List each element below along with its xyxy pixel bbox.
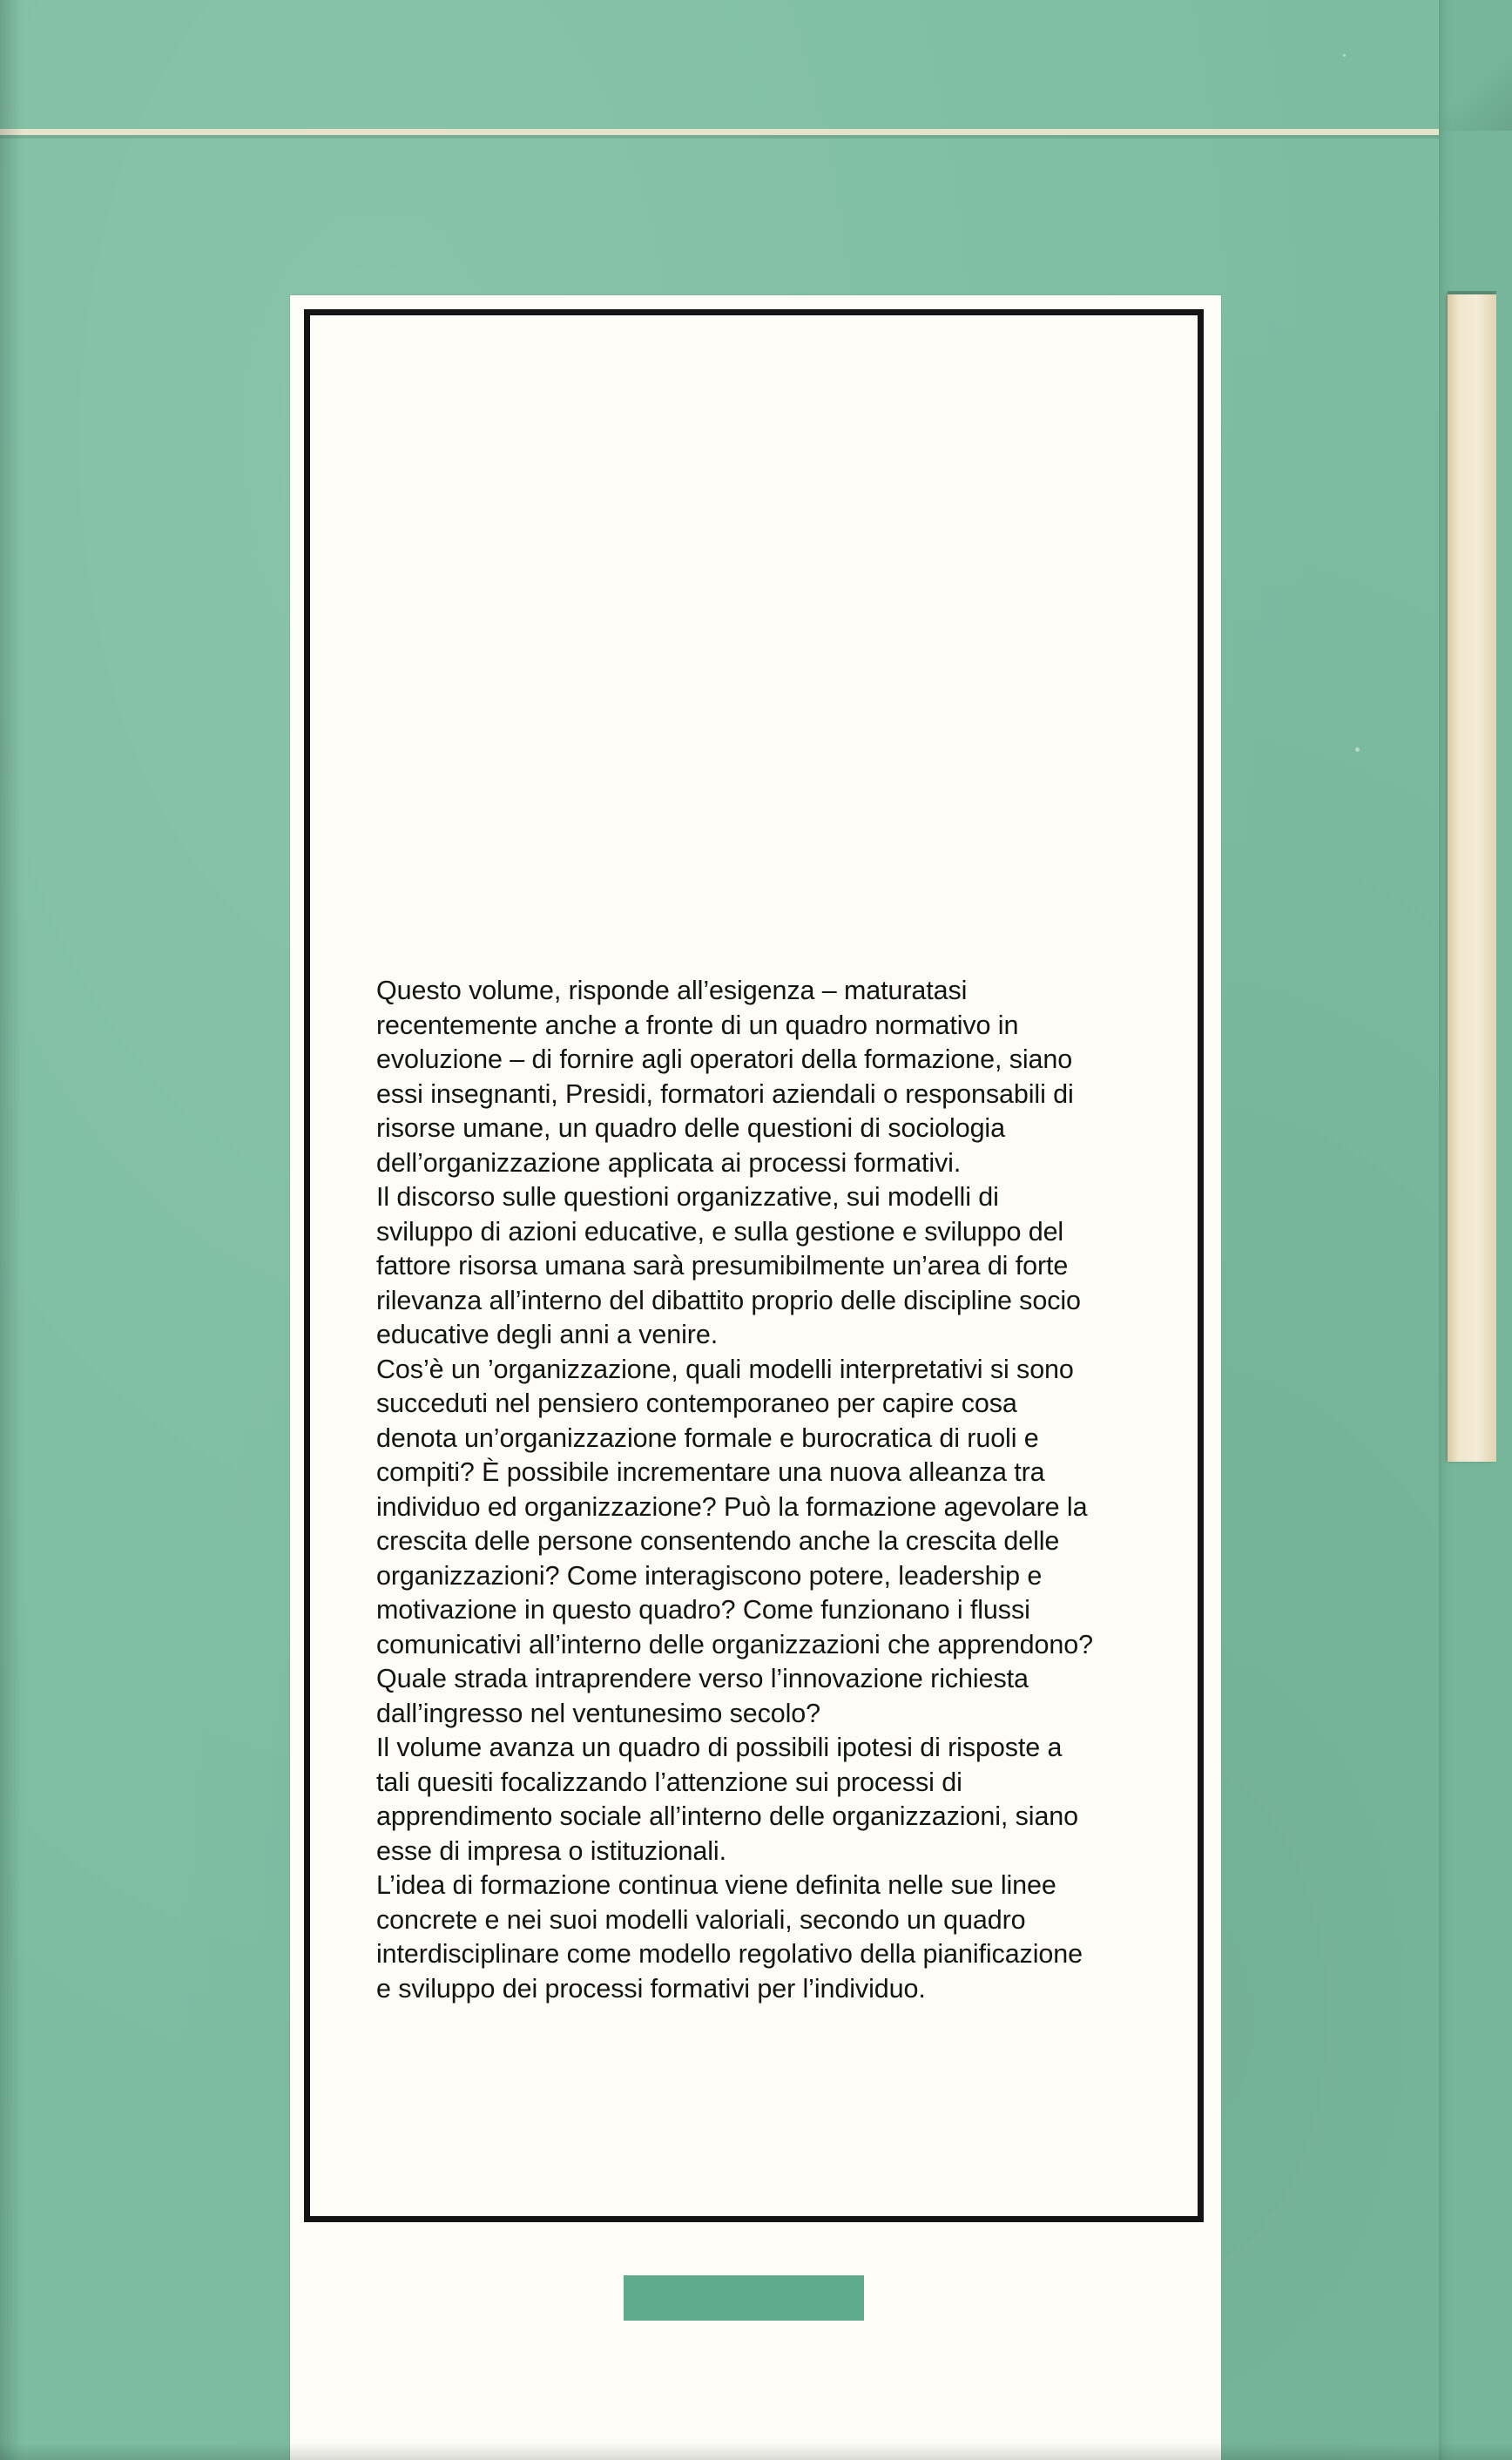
cover-speck: [1355, 747, 1360, 752]
blurb-paragraph: Cos’è un ’organizzazione, quali modelli interpretativi si sono succeduti nel pensiero contemporaneo per capire cosa denota un’organizzazione formale e burocratica di ruoli e compiti? È possibile incrementare una nuova alleanza tra individuo ed organizzazione? Può la formazione agevolare la crescita delle persone consentendo anche la crescita delle organizzazioni? Come interagiscono potere, leadership e motivazione in questo quadro? Come funzionano i flussi comunicativi all’interno delle organizzazioni che apprendono? Quale strada intraprendere verso l’innovazione richiesta dall’ingresso nel ventunesimo secolo?: [376, 1354, 1094, 1728]
blurb-paragraph: Il volume avanza un quadro di possibili ipotesi di risposte a tali quesiti focalizzando l’attenzione sui processi di apprendimento sociale all’interno delle organizzazioni, siano esse di impresa o istituzionali.: [376, 1733, 1079, 1866]
cover-speck: [1343, 54, 1346, 57]
blurb-paragraph: L’idea di formazione continua viene definita nelle sue linee concrete e nei suoi modelli valoriali, secondo un quadro interdisciplinare come modello regolativo della pianificazione e sviluppo dei processi formativi per l’individuo.: [376, 1870, 1083, 2004]
bottom-green-tab: [624, 2275, 864, 2321]
top-cream-rule-shadow: [0, 135, 1446, 139]
page-edge-block: [1448, 294, 1496, 1462]
blurb-paragraph: Questo volume, risponde all’esigenza – maturatasi recentemente anche a fronte di un quadro normativo in evoluzione – di fornire agli operatori della formazione, siano essi insegnanti, Presidi, formatori aziendali o responsabili di risorse umane, un quadro delle questioni di sociologia dell’organizzazione applicata ai processi formativi.: [376, 976, 1074, 1178]
top-cream-rule: [0, 129, 1446, 135]
back-cover-blurb: [376, 974, 1103, 2006]
blurb-paragraph: Il discorso sulle questioni organizzative, sui modelli di sviluppo di azioni educative, e sulla gestione e sviluppo del fattore risorsa umana sarà presumibilmente un’area di forte rilevanza all’interno del dibattito proprio delle discipline socio educative degli anni a venire.: [376, 1182, 1081, 1349]
